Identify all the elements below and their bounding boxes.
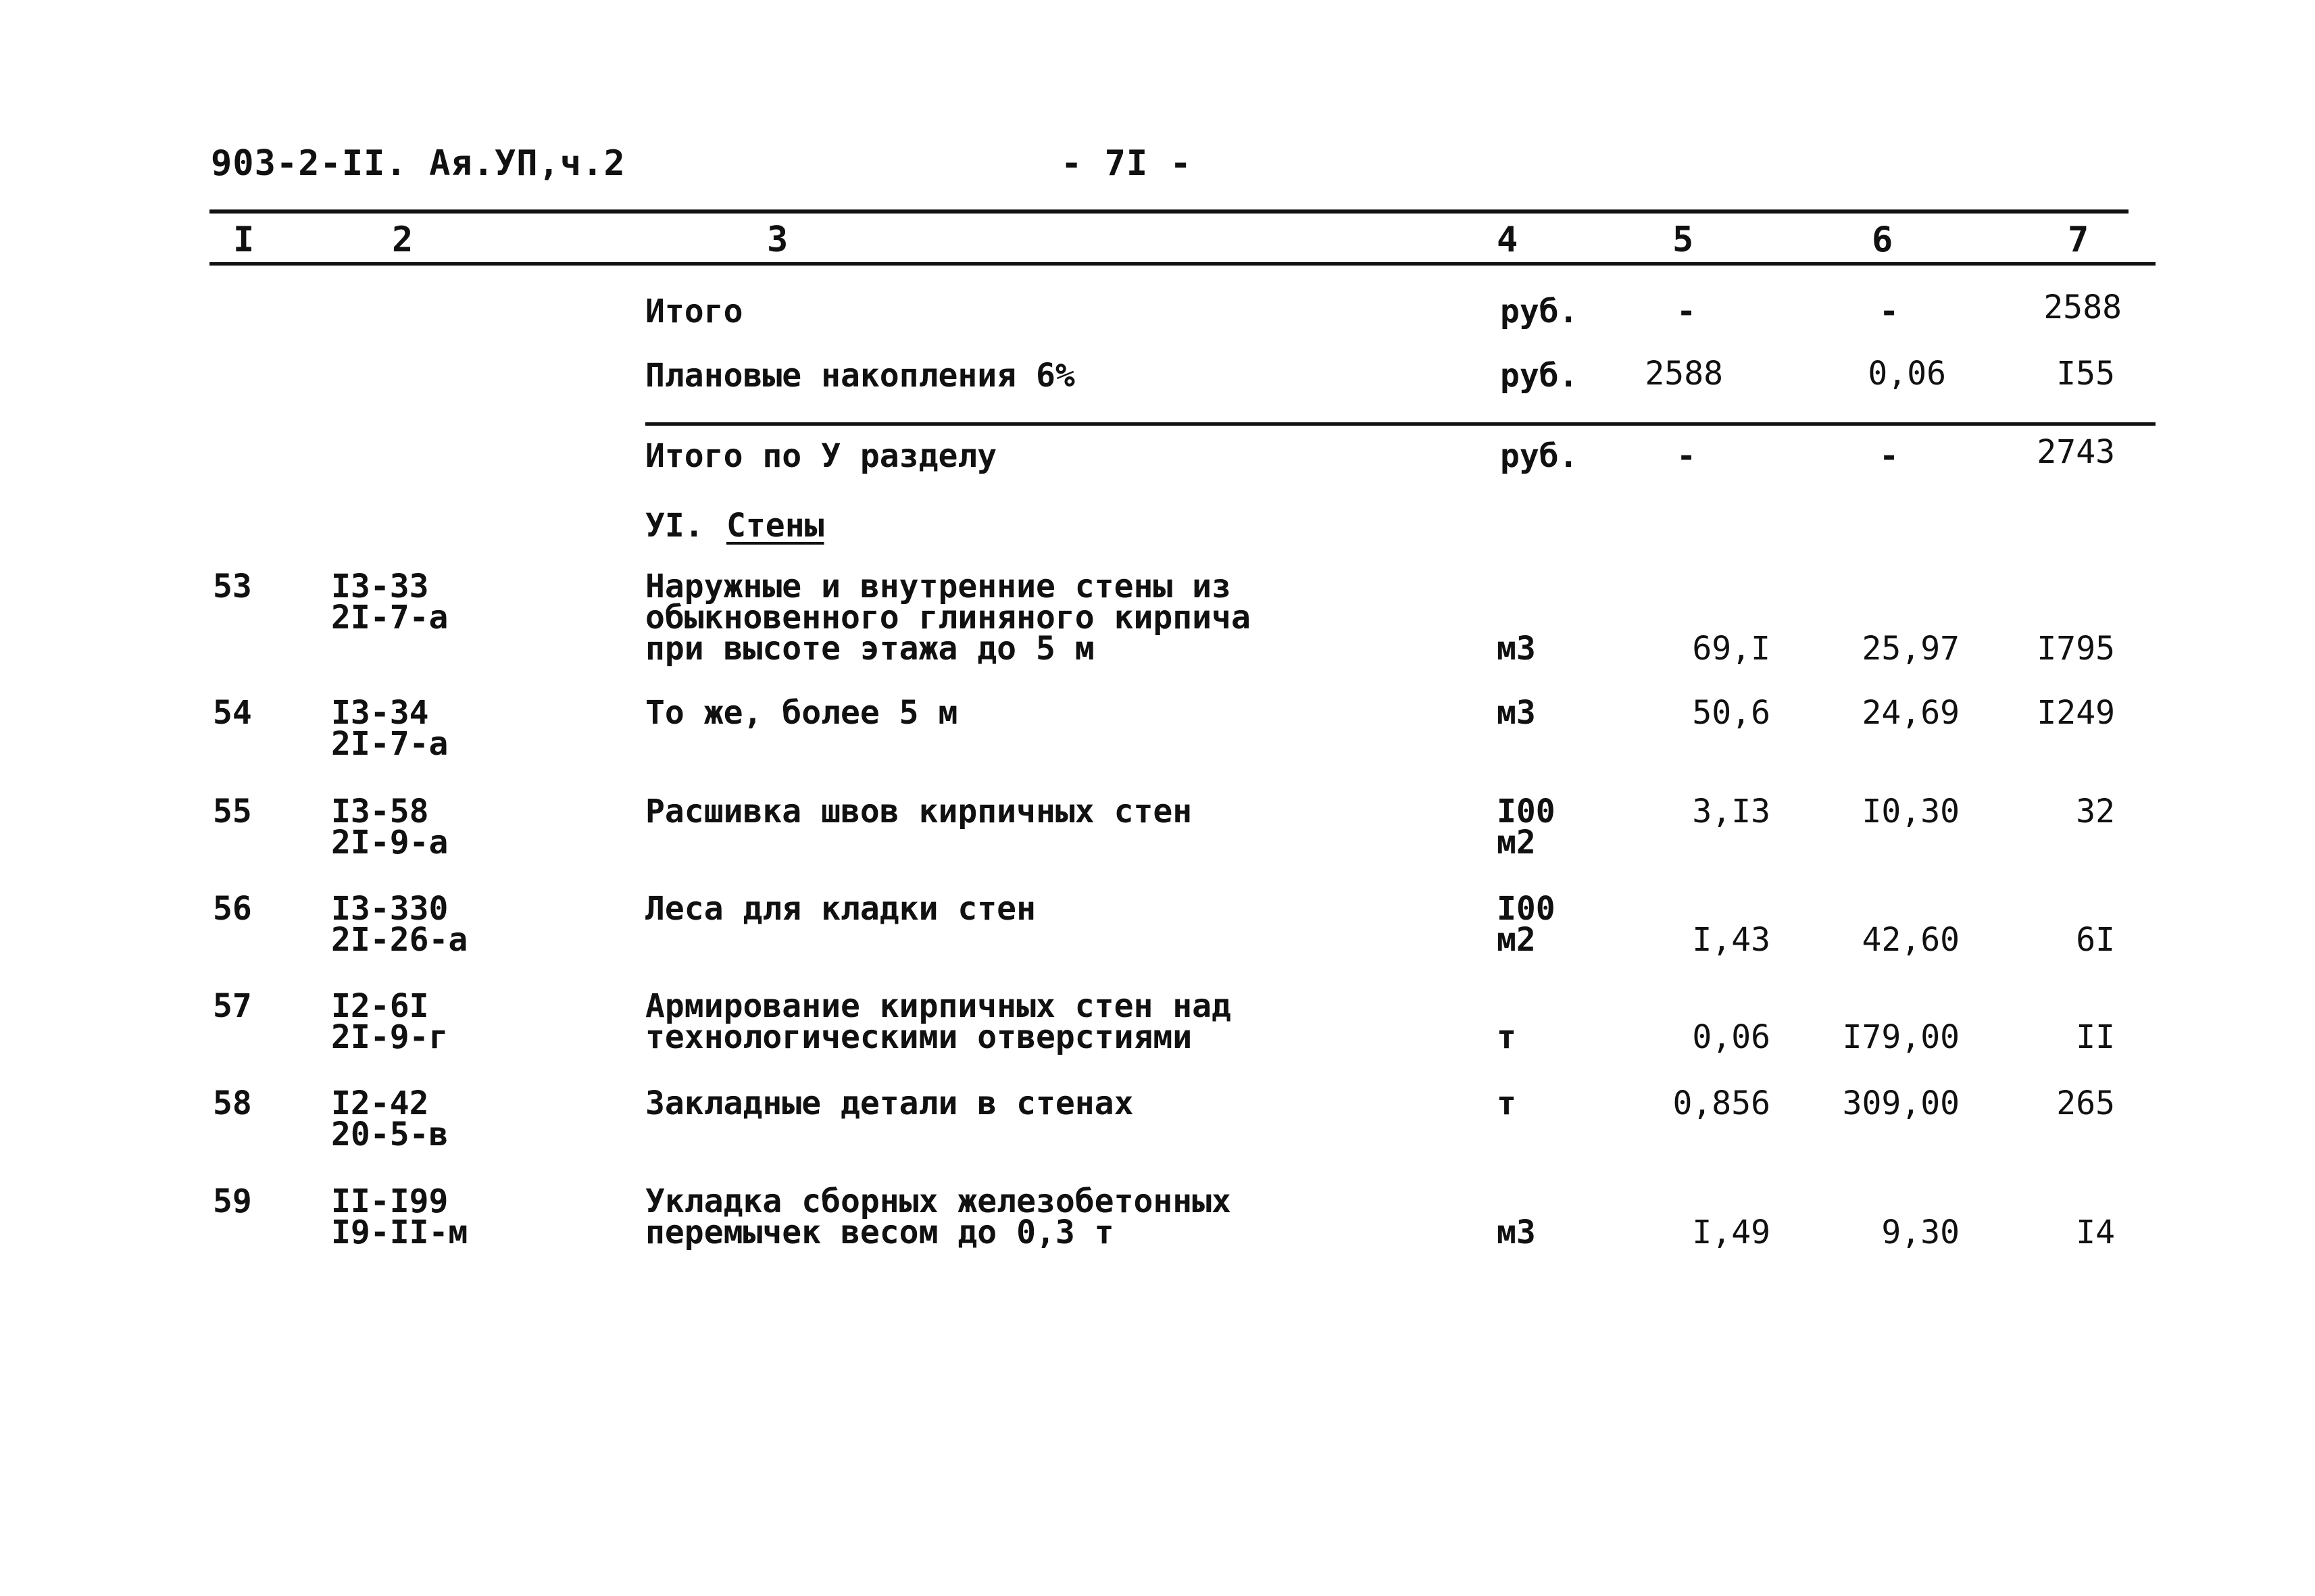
norm-code-2: 2I-7-а bbox=[331, 599, 449, 637]
norm-code-2: I9-II-м bbox=[331, 1214, 468, 1251]
work-name-line: Расшивка швов кирпичных стен bbox=[645, 793, 1193, 830]
work-name-line: обыкновенного глиняного кирпича bbox=[645, 599, 1251, 637]
work-name-line: перемычек весом до 0,3 т bbox=[645, 1214, 1114, 1251]
section-title: Стены bbox=[726, 507, 824, 545]
column-header-4: 4 bbox=[1497, 220, 1518, 260]
total-cost: 32 bbox=[2076, 793, 2115, 830]
norm-code-2: 2I-9-а bbox=[331, 824, 449, 862]
total-cost: 6I bbox=[2076, 921, 2115, 959]
quantity: 50,6 bbox=[1692, 694, 1770, 732]
work-name-line: Закладные детали в стенах bbox=[645, 1084, 1134, 1122]
summary-price: - bbox=[1879, 293, 1899, 330]
unit-price: I0,30 bbox=[1862, 793, 1960, 830]
unit-price: 9,30 bbox=[1881, 1214, 1960, 1251]
section-rule bbox=[645, 422, 2156, 426]
top-rule bbox=[209, 209, 2129, 214]
norm-code-2: 2I-26-а bbox=[331, 921, 468, 959]
header-rule bbox=[209, 262, 2156, 266]
row-number: 55 bbox=[213, 793, 252, 830]
quantity: I,43 bbox=[1692, 921, 1770, 959]
total-cost: II bbox=[2076, 1018, 2115, 1056]
total-cost: I4 bbox=[2076, 1214, 2115, 1251]
row-number: 58 bbox=[213, 1084, 252, 1122]
summary-unit: руб. bbox=[1500, 437, 1578, 475]
work-name-line: Армирование кирпичных стен над bbox=[645, 987, 1231, 1025]
document-code: 903-2-II. Ая.УП,ч.2 bbox=[211, 143, 626, 184]
summary-total: 2588 bbox=[2043, 289, 2122, 326]
column-header-6: 6 bbox=[1872, 220, 1893, 260]
total-cost: I249 bbox=[2037, 694, 2115, 732]
quantity: 0,856 bbox=[1672, 1084, 1770, 1122]
total-cost: 265 bbox=[2056, 1084, 2115, 1122]
norm-code-2: 2I-9-г bbox=[331, 1018, 449, 1056]
work-name-line: То же, более 5 м bbox=[645, 694, 958, 732]
column-header-1: I bbox=[233, 220, 255, 260]
column-header-3: 3 bbox=[767, 220, 789, 260]
section-number: УI. bbox=[645, 507, 704, 545]
norm-code-1: I3-34 bbox=[331, 694, 429, 732]
column-header-7: 7 bbox=[2068, 220, 2089, 260]
work-name-line: Наружные и внутренние стены из bbox=[645, 568, 1231, 605]
unit-price: 309,00 bbox=[1842, 1084, 1960, 1122]
unit-line: м3 bbox=[1497, 694, 1536, 732]
row-number: 59 bbox=[213, 1182, 252, 1220]
norm-code-1: II-I99 bbox=[331, 1182, 449, 1220]
quantity: 0,06 bbox=[1692, 1018, 1770, 1056]
unit-line: м2 bbox=[1497, 921, 1536, 959]
unit-price: 25,97 bbox=[1862, 630, 1960, 668]
work-name-line: технологическими отверстиями bbox=[645, 1018, 1193, 1056]
row-number: 57 bbox=[213, 987, 252, 1025]
unit-line: т bbox=[1497, 1018, 1516, 1056]
norm-code-2: 20-5-в bbox=[331, 1116, 449, 1153]
summary-name: Плановые накопления 6% bbox=[645, 357, 1075, 395]
row-number: 56 bbox=[213, 890, 252, 928]
column-header-2: 2 bbox=[392, 220, 414, 260]
unit-price: 24,69 bbox=[1862, 694, 1960, 732]
summary-price: - bbox=[1879, 437, 1899, 475]
work-name-line: при высоте этажа до 5 м bbox=[645, 630, 1095, 668]
unit-line: м2 bbox=[1497, 824, 1536, 862]
summary-qty: - bbox=[1676, 293, 1696, 330]
unit-price: 42,60 bbox=[1862, 921, 1960, 959]
summary-name: Итого bbox=[645, 293, 743, 330]
summary-price: 0,06 bbox=[1868, 355, 1946, 393]
norm-code-1: I2-42 bbox=[331, 1084, 429, 1122]
quantity: I,49 bbox=[1692, 1214, 1770, 1251]
summary-qty: 2588 bbox=[1645, 355, 1723, 393]
quantity: 3,I3 bbox=[1692, 793, 1770, 830]
work-name-line: Укладка сборных железобетонных bbox=[645, 1182, 1231, 1220]
work-name-line: Леса для кладки стен bbox=[645, 890, 1036, 928]
summary-total: I55 bbox=[2056, 355, 2115, 393]
summary-total: 2743 bbox=[2037, 433, 2115, 471]
unit-line: т bbox=[1497, 1084, 1516, 1122]
summary-qty: - bbox=[1676, 437, 1696, 475]
norm-code-1: I3-33 bbox=[331, 568, 429, 605]
norm-code-2: 2I-7-а bbox=[331, 725, 449, 763]
unit-line: м3 bbox=[1497, 1214, 1536, 1251]
page-number: - 7I - bbox=[1061, 143, 1192, 184]
norm-code-1: I3-58 bbox=[331, 793, 429, 830]
quantity: 69,I bbox=[1692, 630, 1770, 668]
unit-line: м3 bbox=[1497, 630, 1536, 668]
summary-unit: руб. bbox=[1500, 357, 1578, 395]
summary-unit: руб. bbox=[1500, 293, 1578, 330]
unit-line: I00 bbox=[1497, 890, 1555, 928]
norm-code-1: I2-6I bbox=[331, 987, 429, 1025]
norm-code-1: I3-330 bbox=[331, 890, 449, 928]
unit-line: I00 bbox=[1497, 793, 1555, 830]
unit-price: I79,00 bbox=[1842, 1018, 1960, 1056]
row-number: 54 bbox=[213, 694, 252, 732]
summary-name: Итого по У разделу bbox=[645, 437, 997, 475]
total-cost: I795 bbox=[2037, 630, 2115, 668]
column-header-5: 5 bbox=[1672, 220, 1694, 260]
row-number: 53 bbox=[213, 568, 252, 605]
